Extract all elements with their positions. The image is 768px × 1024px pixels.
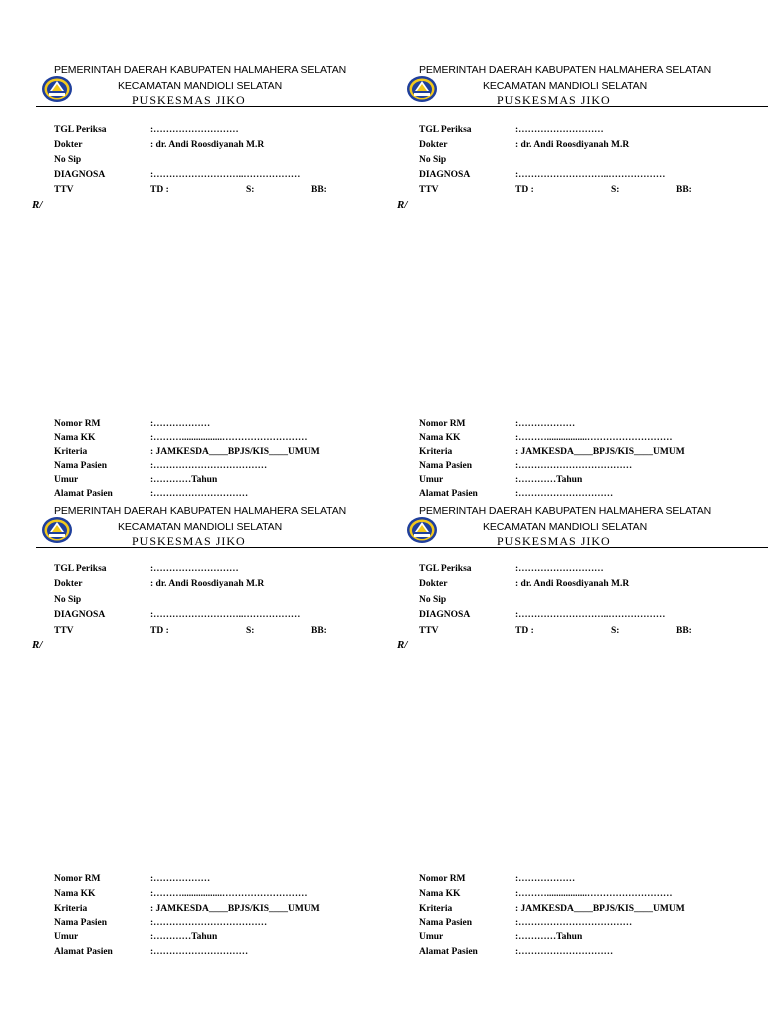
field-label: Dokter [54,140,83,150]
regency-emblem-icon [406,515,438,545]
field-label: TTV [54,185,74,195]
field-label: Nama Pasien [419,461,473,471]
field-label: Nomor RM [54,419,101,429]
field-label: Nama KK [54,889,96,899]
ttv-s-label: S: [246,185,255,195]
field-label: TGL Periksa [54,125,107,135]
field-value: :……………………………… [515,461,633,471]
field-value: :……………………… [150,125,239,135]
field-label: TGL Periksa [419,125,472,135]
field-value: : dr. Andi Roosdiyanah M.R [150,140,265,150]
field-label: Dokter [54,579,83,589]
field-value: : dr. Andi Roosdiyanah M.R [150,579,265,589]
ttv-bb-label: BB: [676,185,692,195]
field-label: No Sip [54,155,82,165]
field-label: Alamat Pasien [419,947,478,957]
field-label: TTV [54,626,74,636]
field-value: :……….................……………………… [150,889,308,899]
ttv-bb-label: BB: [311,626,327,636]
field-label: Alamat Pasien [54,489,113,499]
field-label: TTV [419,626,439,636]
field-label: DIAGNOSA [419,610,471,620]
field-label: Nama KK [419,889,461,899]
header-district-line: KECAMATAN MANDIOLI SELATAN [483,80,648,92]
ttv-td-label: TD : [150,626,169,636]
field-label: Umur [54,475,79,485]
header-divider [401,547,768,548]
header-puskesmas-title: PUSKESMAS JIKO [132,93,246,107]
field-label: No Sip [419,155,447,165]
header-government-line: PEMERINTAH DAERAH KABUPATEN HALMAHERA SELATAN [54,64,347,76]
field-label: Nama KK [54,433,96,443]
ttv-td-label: TD : [515,185,534,195]
header-district-line: KECAMATAN MANDIOLI SELATAN [118,80,283,92]
header-government-line: PEMERINTAH DAERAH KABUPATEN HALMAHERA SELATAN [419,64,712,76]
field-value: :……………………………… [515,918,633,928]
field-value: : JAMKESDA____BPJS/KIS____UMUM [515,447,685,457]
prescription-rx-symbol: R/ [397,639,408,651]
field-value: :………………………..……………… [150,170,301,180]
field-value: :……….................……………………… [150,433,308,443]
header-puskesmas-title: PUSKESMAS JIKO [497,534,611,548]
field-value: :………………………… [515,489,614,499]
field-value: :……………………… [515,125,604,135]
field-value: :……….................……………………… [515,433,673,443]
field-label: DIAGNOSA [419,170,471,180]
header-district-line: KECAMATAN MANDIOLI SELATAN [483,521,648,533]
field-value: : JAMKESDA____BPJS/KIS____UMUM [515,904,685,914]
header-district-line: KECAMATAN MANDIOLI SELATAN [118,521,283,533]
field-value: :……………… [150,874,211,884]
field-value: :……………… [150,419,211,429]
field-label: Umur [419,932,444,942]
field-value: :……….................……………………… [515,889,673,899]
ttv-bb-label: BB: [676,626,692,636]
field-label: TGL Periksa [54,564,107,574]
header-government-line: PEMERINTAH DAERAH KABUPATEN HALMAHERA SELATAN [54,505,347,517]
field-value: :………………………..……………… [515,170,666,180]
field-label: Alamat Pasien [54,947,113,957]
field-label: Nama Pasien [419,918,473,928]
regency-emblem-icon [406,74,438,104]
field-value: :……………………………… [150,461,268,471]
header-government-line: PEMERINTAH DAERAH KABUPATEN HALMAHERA SELATAN [419,505,712,517]
prescription-form-3 [32,505,404,957]
prescription-form-4 [397,505,768,957]
regency-emblem-icon [41,74,73,104]
prescription-rx-symbol: R/ [32,639,43,651]
regency-emblem-icon [41,515,73,545]
field-value: : dr. Andi Roosdiyanah M.R [515,140,630,150]
field-label: Dokter [419,140,448,150]
field-label: Kriteria [419,447,453,457]
field-label: Nama Pasien [54,461,108,471]
field-value: :………………………… [150,489,249,499]
field-label: Alamat Pasien [419,489,478,499]
field-value: : JAMKESDA____BPJS/KIS____UMUM [150,447,320,457]
field-label: Nomor RM [54,874,101,884]
header-puskesmas-title: PUSKESMAS JIKO [132,534,246,548]
field-value: :………………………..……………… [515,610,666,620]
ttv-td-label: TD : [150,185,169,195]
field-label: TGL Periksa [419,564,472,574]
header-divider [401,106,768,107]
field-value: :……………………………… [150,918,268,928]
field-label: DIAGNOSA [54,170,106,180]
prescription-form-1 [32,64,404,504]
prescription-rx-symbol: R/ [397,199,408,211]
field-value: :……………… [515,419,576,429]
field-label: Nomor RM [419,419,466,429]
field-value: :…………Tahun [150,932,218,942]
field-label: Umur [54,932,79,942]
field-value: : dr. Andi Roosdiyanah M.R [515,579,630,589]
field-label: Kriteria [54,904,88,914]
prescription-form-2 [397,64,768,504]
field-label: Nama KK [419,433,461,443]
ttv-td-label: TD : [515,626,534,636]
header-divider [36,106,404,107]
ttv-bb-label: BB: [311,185,327,195]
prescription-rx-symbol: R/ [32,199,43,211]
field-label: TTV [419,185,439,195]
header-divider [36,547,404,548]
ttv-s-label: S: [611,185,620,195]
field-label: Kriteria [54,447,88,457]
field-label: No Sip [419,595,447,605]
field-value: :…………Tahun [150,475,218,485]
field-label: Dokter [419,579,448,589]
field-label: Nama Pasien [54,918,108,928]
field-value: :……………………… [515,564,604,574]
field-label: Umur [419,475,444,485]
field-label: Nomor RM [419,874,466,884]
field-value: :……………………… [150,564,239,574]
field-value: : JAMKESDA____BPJS/KIS____UMUM [150,904,320,914]
ttv-s-label: S: [611,626,620,636]
field-value: :………………………… [515,947,614,957]
field-label: DIAGNOSA [54,610,106,620]
field-label: No Sip [54,595,82,605]
header-puskesmas-title: PUSKESMAS JIKO [497,93,611,107]
field-value: :…………Tahun [515,475,583,485]
field-value: :…………Tahun [515,932,583,942]
field-value: :………………………..……………… [150,610,301,620]
field-value: :……………… [515,874,576,884]
field-value: :………………………… [150,947,249,957]
ttv-s-label: S: [246,626,255,636]
field-label: Kriteria [419,904,453,914]
